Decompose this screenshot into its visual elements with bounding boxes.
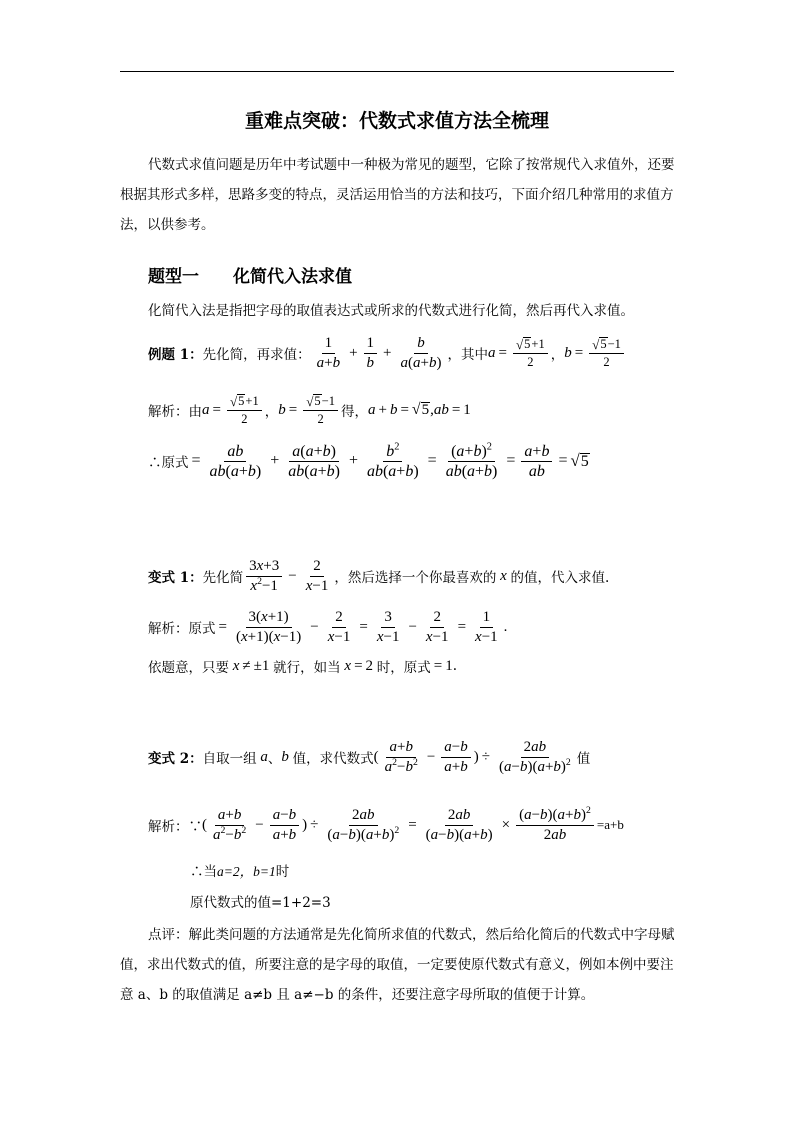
section-heading: 题型一 化简代入法求值 <box>148 267 352 287</box>
variant-2-solution: 解析：∵ ( $\frac{a+b}{a^2-b^2}$ − $\frac{a-b}{a+b}$ ) ÷ $\frac{2ab}{(a-b)(a+b)^2}$ = $\frac{2ab}{(a-b)(a+b)}$ × $\frac{(a-b)(a+b)^2}{2ab}$ =a+b <box>148 804 624 843</box>
variant-2-question: 变式 2： 自取一组 a 、 b 值，求代数式 ( $\frac{a+b}{a^2-b^2}$ − $\frac{a-b}{a+b}$ ) ÷ $\frac{2ab}{(a-b)(a+b)^2}$ 值 <box>148 738 591 775</box>
example-1-expression: $\frac{1}{a+b}$ + $\frac{1}{b}$ + $\frac{b}{a(a+b)}$ <box>316 334 442 371</box>
variant-2-value: 原代数式的值=1+2=3 <box>190 895 331 911</box>
page-title: 重难点突破：代数式求值方法全梳理 <box>244 110 549 132</box>
intro-paragraph: 代数式求值问题是历年中考试题中一种极为常见的题型，它除了按常规代入求值外，还要根据其形式多样，思路多变的特点，灵活运用恰当的方法和技巧，下面介绍几种常用的求值方法，以供参考。 <box>120 157 675 233</box>
variant-2-when: ∴当a=2，b=1时 <box>190 864 290 880</box>
comment-paragraph: 点评：解此类问题的方法通常是先化简所求值的代数式，然后给化简后的代数式中字母赋值，求出代数式的值，所要注意的是字母的取值，一定要使原代数式有意义，例如本例中要注意 a、b 的取值满足 a≠b 且 a≠−b 的条件，还要注意字母所取的值便于计算。 <box>120 927 675 1003</box>
section-description: 化简代入法是指把字母的取值表达式或所求的代数式进行化简，然后再代入求值。 <box>148 303 634 319</box>
variant-1-question: 变式 1： 先化简 $\frac{3x+3}{x^2-1}$ − $\frac{2}{x-1}$ ，然后选择一个你最喜欢的 x 的值，代入求值. <box>148 557 610 594</box>
header-rule <box>120 71 674 72</box>
example-1-derivation: ∴原式 = $\frac{ab}{ab(a+b)}$ + $\frac{a(a+b)}{ab(a+b)}$ + $\frac{b^2}{ab(a+b)}$ = $\frac{(a+b)^2}{ab(a+b)}$ = $\frac{a+b}{ab}$ = √ 5 <box>148 441 589 480</box>
example-1-question: 例题 1： 先化简，再求值： $\frac{1}{a+b}$ + $\frac{1}{b}$ + $\frac{b}{a(a+b)}$ ，其中 a = √ 5 +1 2 ， b = √ 5 −1 2 <box>148 328 627 378</box>
variant-1-solution: 解析：原式 = $\frac{3(x+1)}{(x+1)(x-1)}$ − $\frac{2}{x-1}$ = $\frac{3}{x-1}$ − $\frac{2}{x-1}$ = $\frac{1}{x-1}$ . <box>148 608 508 645</box>
example-1-solution: 解析：由 a = √ 5 +1 2 ， b = √ 5 −1 2 得， a + b = √ 5 , ab = 1 <box>148 393 471 426</box>
variant-1-condition: 依题意，只要 x ≠ ±1 就行，如当 x = 2 时，原式 = 1 . <box>148 657 458 676</box>
